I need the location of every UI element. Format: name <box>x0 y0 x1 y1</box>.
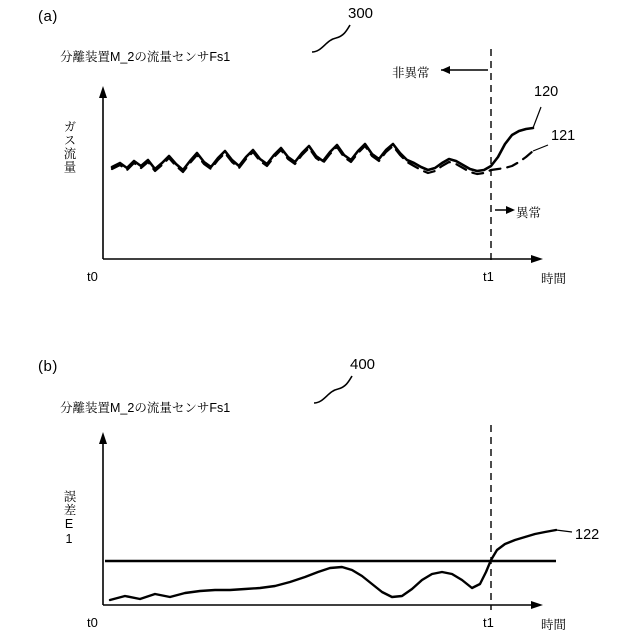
x-axis-label-a: 時間 <box>541 272 567 286</box>
curve-label-120: 120 <box>534 84 559 100</box>
y-axis-label-b: 誤差E1 <box>62 490 76 547</box>
reference-numeral-400: 400 <box>350 356 376 373</box>
annotation-anomaly: 異常 <box>516 206 542 220</box>
x-axis-label-b: 時間 <box>541 618 567 632</box>
non-anomaly-arrow <box>441 66 488 74</box>
leader-line-122 <box>556 530 572 532</box>
leader-squiggle-400 <box>314 376 352 403</box>
y-axis-b <box>99 432 107 605</box>
figure-b <box>0 320 640 640</box>
x-tick-t1-a: t1 <box>483 269 494 284</box>
x-axis-a <box>103 255 543 263</box>
x-tick-t1-b: t1 <box>483 615 494 630</box>
chart-title-a: 分離装置M_2の流量センサFs1 <box>60 50 231 64</box>
panel-label-b: (b) <box>38 358 58 375</box>
series-122-line <box>110 530 556 600</box>
x-tick-t0-a: t0 <box>87 269 98 284</box>
series-120-line <box>112 128 533 171</box>
chart-title-b: 分離装置M_2の流量センサFs1 <box>60 401 231 415</box>
x-axis-b <box>103 601 543 609</box>
x-tick-t0-b: t0 <box>87 615 98 630</box>
leader-line-120 <box>533 107 541 128</box>
annotation-non-anomaly: 非異常 <box>392 66 430 80</box>
reference-numeral-300: 300 <box>348 5 374 22</box>
y-axis-label-a: ガス流量 <box>62 120 76 174</box>
y-axis-a <box>99 86 107 259</box>
leader-line-121 <box>533 145 548 151</box>
panel-label-a: (a) <box>38 8 58 25</box>
anomaly-arrow <box>495 206 515 214</box>
curve-label-121: 121 <box>551 128 576 144</box>
chart-svg-b <box>0 320 640 640</box>
leader-squiggle-300 <box>312 25 350 52</box>
curve-label-122: 122 <box>575 527 600 543</box>
